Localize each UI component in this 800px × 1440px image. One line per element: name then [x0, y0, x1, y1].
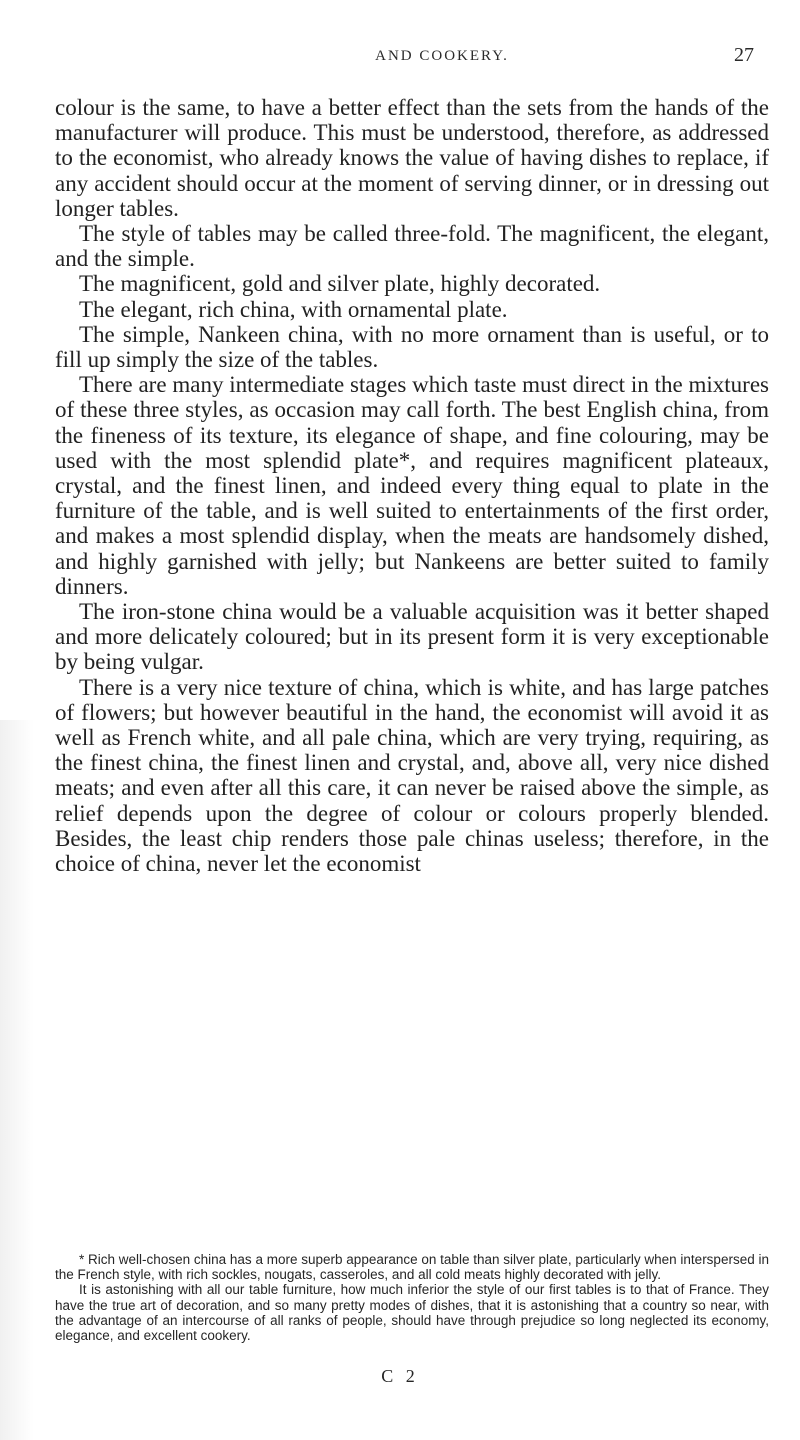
paragraph: The iron-stone china would be a valuable acquisition was it better shaped and more delicately coloured; but in its present form it is very exceptionable by being vulgar.: [55, 599, 769, 675]
paragraph: There is a very nice texture of china, which is white, and has large patches of flowers; but however beautiful in the hand, the economist will avoid it as well as French white, and all pale china, which are very trying, requiring, as the finest china, the finest linen and crystal, and, above all, very nice dished meats; and even after all this care, it can never be raised above the simple, as relief depends upon the degree of colour or colours properly blended. Besides, the least chip renders those pale chinas useless; therefore, in the choice of china, never let the economist: [55, 674, 769, 877]
signature-mark: C 2: [381, 1366, 419, 1386]
paragraph: The elegant, rich china, with ornamental plate.: [79, 296, 508, 322]
page-header: [130, 44, 754, 78]
paragraph: There are many intermediate stages which taste must direct in the mixtures of these three styles, as occasion may call forth. The best English china, from the fineness of its texture, its elegance of shape, and fine colouring, may be used with the most splendid plate*, and requires magnificent plateaux, crystal, and the finest linen, and indeed every thing equal to plate in the furniture of the table, and is well suited to entertainments of the first order, and makes a most splendid display, when the meats are handsomely dished, and highly garnished with jelly; but Nankeens are better suited to family dinners.: [55, 372, 769, 599]
footnote: * Rich well-chosen china has a more superb appearance on table than silver plate, particularly when interspersed in the French style, with rich sockles, nougats, casseroles, and all cold meats highly decorated with jelly.: [55, 1252, 769, 1283]
body-text: [55, 95, 769, 876]
paragraph: The style of tables may be called three-fold. The magnificent, the elegant, and the simple.: [55, 221, 769, 272]
footnotes: [55, 1252, 769, 1343]
binding-shadow: [0, 720, 34, 1440]
paragraph: colour is the same, to have a better effect than the sets from the hands of the manufacturer will produce. This must be understood, therefore, as addressed to the economist, who already knows the value of having dishes to replace, if any accident should occur at the moment of serving dinner, or in dressing out longer tables.: [55, 95, 769, 221]
paragraph: The magnificent, gold and silver plate, highly decorated.: [79, 271, 601, 297]
running-head: AND COOKERY.: [375, 48, 509, 64]
paragraph: The simple, Nankeen china, with no more ornament than is useful, or to fill up simply the size of the tables.: [55, 321, 769, 373]
page-number: 27: [734, 44, 754, 66]
footnote: It is astonishing with all our table furniture, how much inferior the style of our first tables is to that of France. They have the true art of decoration, and so many pretty modes of dishes, that it is astonishing that a country so near, with the advantage of an intercourse of all ranks of people, should have through prejudice so long neglected its economy, elegance, and excellent cookery.: [55, 1282, 769, 1344]
